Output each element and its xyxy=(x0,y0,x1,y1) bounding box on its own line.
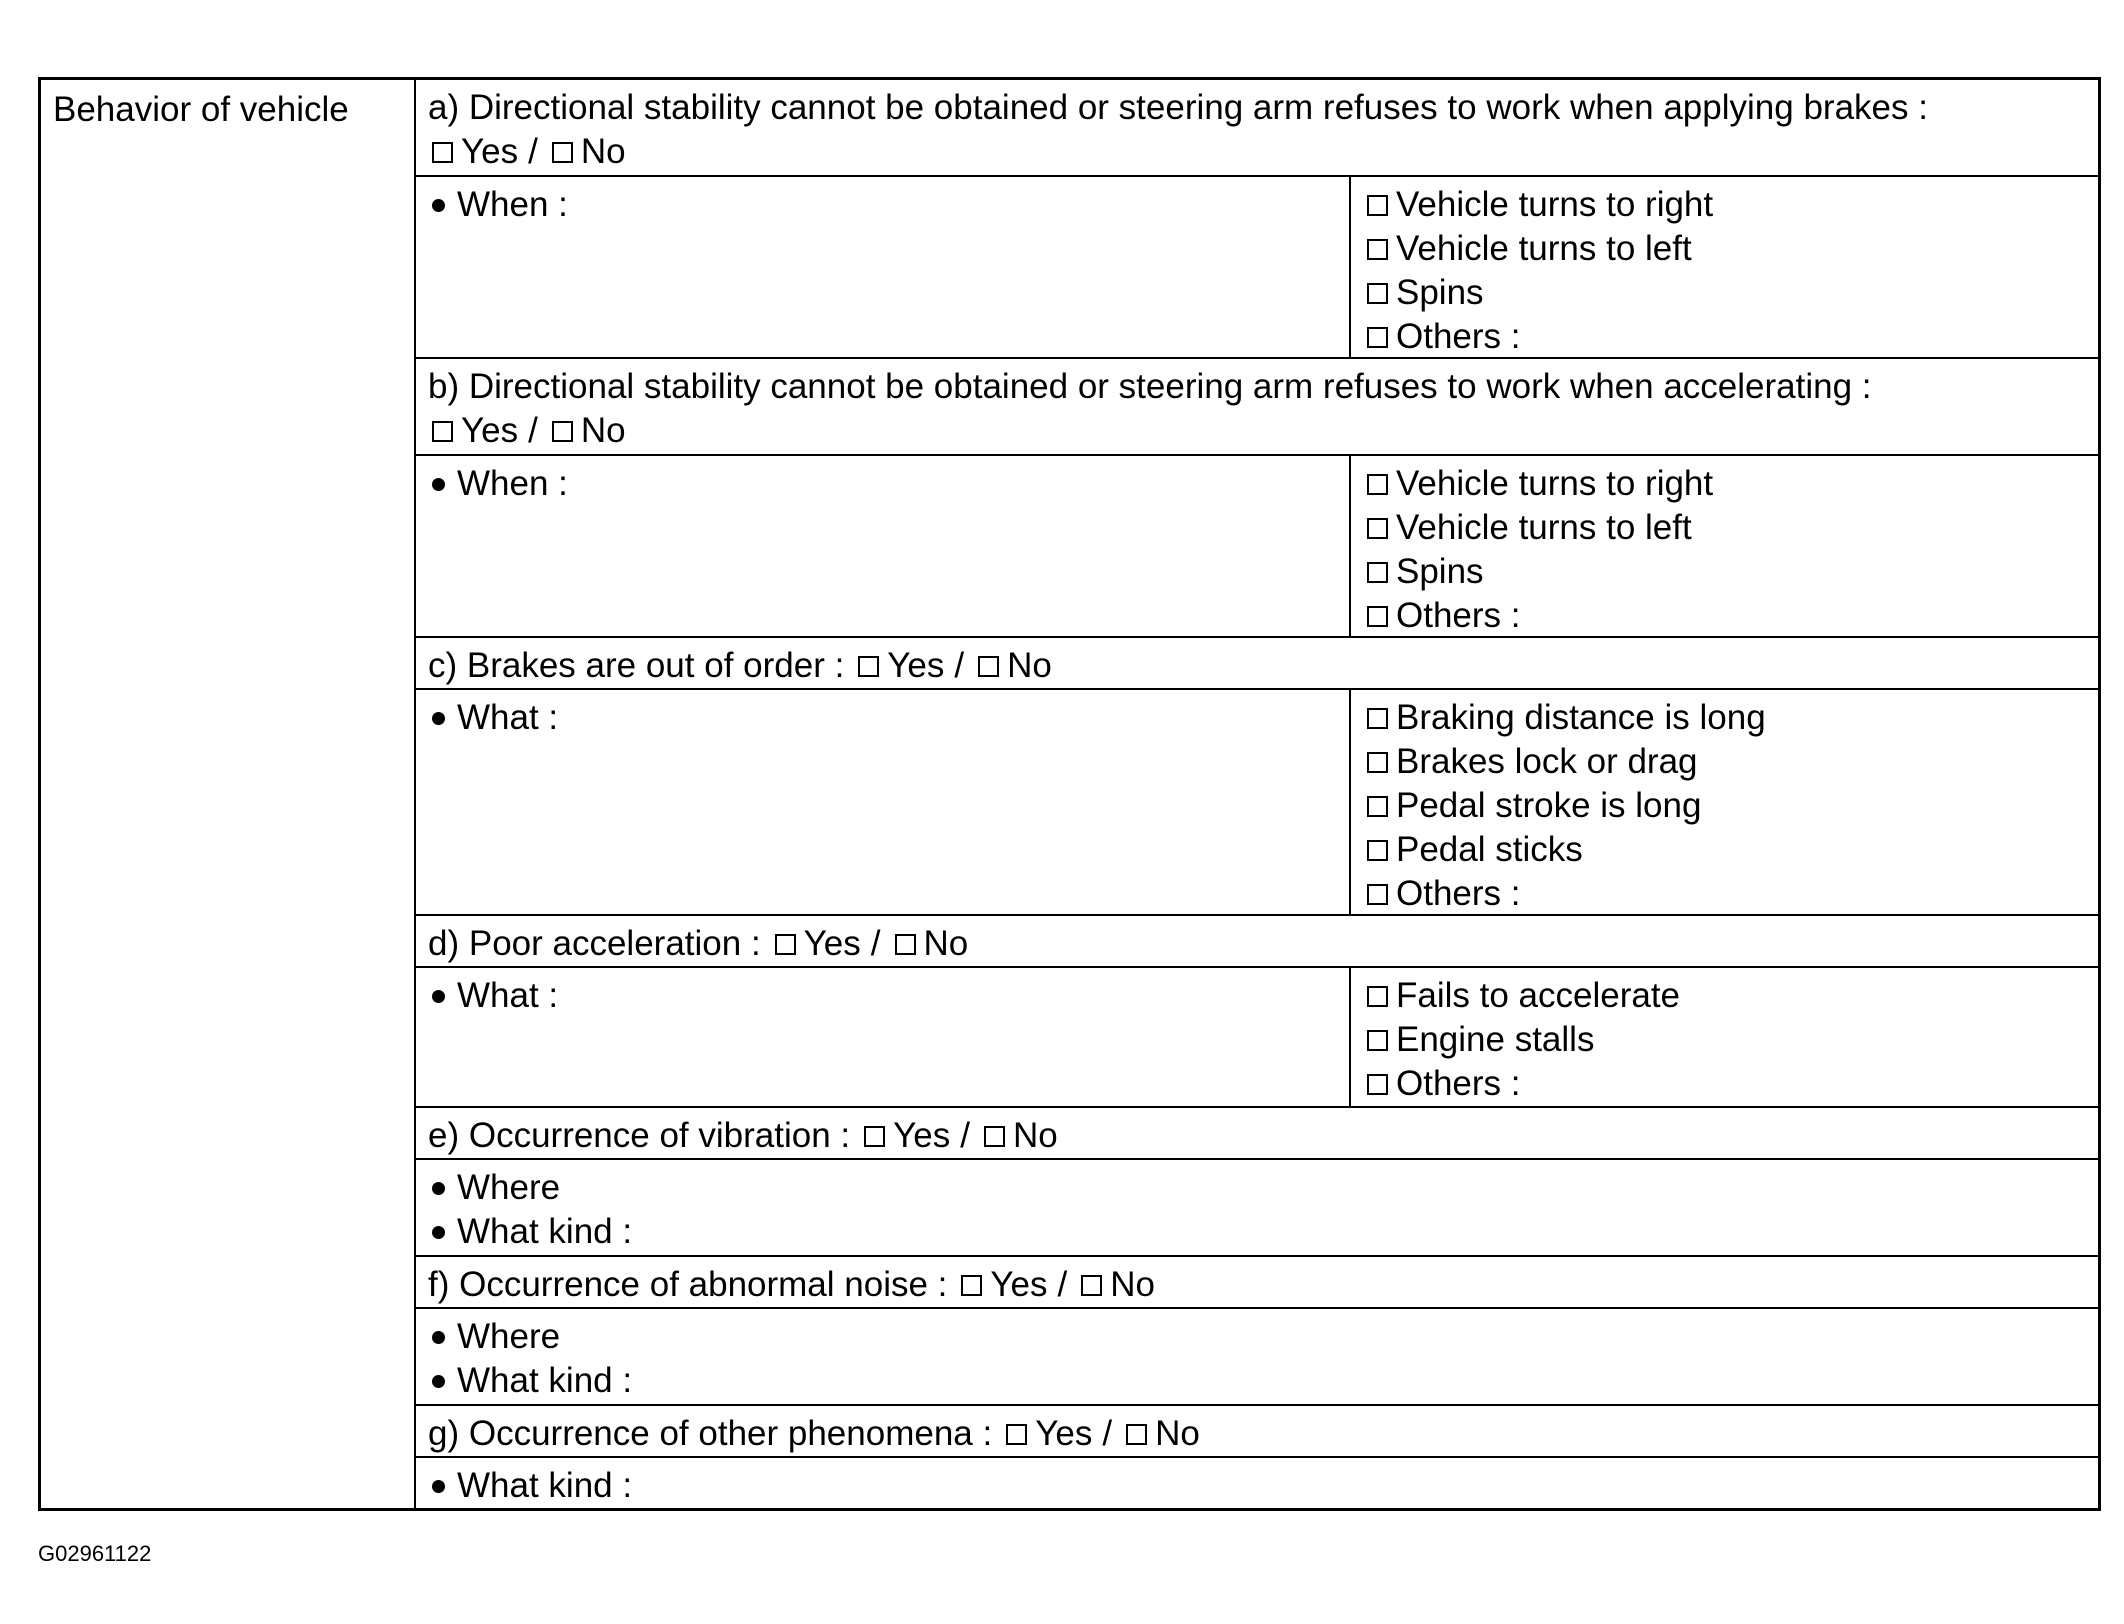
option-item xyxy=(1363,183,2086,227)
yes-label: Yes xyxy=(803,924,861,963)
bullet-icon xyxy=(432,478,445,491)
separator: / xyxy=(870,924,881,963)
yes-checkbox[interactable] xyxy=(432,421,453,442)
yes-checkbox[interactable] xyxy=(432,142,453,163)
question-a-row xyxy=(416,80,2098,177)
behavior-of-vehicle-label: Behavior of vehicle xyxy=(53,90,349,129)
no-checkbox[interactable] xyxy=(552,421,573,442)
option-label: Vehicle turns to right xyxy=(1396,464,1714,503)
option-item xyxy=(1363,227,2086,271)
when-label: When : xyxy=(457,464,568,503)
option-label: Others : xyxy=(1396,874,1521,913)
what-kind-label: What kind : xyxy=(457,1212,633,1251)
no-label: No xyxy=(1110,1265,1155,1304)
row-label-cell xyxy=(41,80,416,1508)
question-e-row xyxy=(416,1108,2098,1160)
question-c-row xyxy=(416,638,2098,690)
yes-checkbox[interactable] xyxy=(961,1275,982,1296)
yes-label: Yes xyxy=(893,1116,951,1155)
option-label: Spins xyxy=(1396,552,1484,591)
no-label: No xyxy=(1007,646,1052,685)
question-e-detail-row xyxy=(416,1160,2098,1257)
bullet-icon xyxy=(432,1331,445,1344)
what-label: What : xyxy=(457,976,559,1015)
bullet-icon xyxy=(432,199,445,212)
yes-checkbox[interactable] xyxy=(864,1126,885,1147)
no-checkbox[interactable] xyxy=(1081,1275,1102,1296)
option-checkbox[interactable] xyxy=(1367,1030,1388,1051)
option-checkbox[interactable] xyxy=(1367,562,1388,583)
question-b-row xyxy=(416,359,2098,456)
what-label: What : xyxy=(457,698,559,737)
yes-label: Yes xyxy=(887,646,945,685)
option-item xyxy=(1363,974,2086,1018)
questions-column xyxy=(416,80,2098,1508)
question-d-text: d) Poor acceleration : xyxy=(428,924,761,963)
question-c-options-cell xyxy=(1351,690,2098,914)
option-checkbox[interactable] xyxy=(1367,796,1388,817)
yes-checkbox[interactable] xyxy=(858,656,879,677)
no-label: No xyxy=(580,132,626,171)
question-e-text: e) Occurrence of vibration : xyxy=(428,1116,851,1155)
bullet-icon xyxy=(432,712,445,725)
yes-label: Yes xyxy=(990,1265,1048,1304)
option-label: Others : xyxy=(1396,596,1521,635)
question-b-yes-no xyxy=(428,409,2086,453)
question-a-detail-row xyxy=(416,177,2098,359)
separator: / xyxy=(960,1116,970,1155)
option-checkbox[interactable] xyxy=(1367,708,1388,729)
question-a-text: a) Directional stability cannot be obtained or steering arm refuses to work when applying brakes : xyxy=(428,88,1928,127)
yes-checkbox[interactable] xyxy=(775,934,796,955)
bullet-icon xyxy=(432,1182,445,1195)
option-label: Others : xyxy=(1396,1064,1521,1103)
no-label: No xyxy=(923,924,969,963)
bullet-icon xyxy=(432,990,445,1003)
question-a-options-cell xyxy=(1351,177,2098,357)
where-label: Where xyxy=(457,1317,561,1356)
when-label: When : xyxy=(457,185,568,224)
bullet-icon xyxy=(432,1375,445,1388)
no-label: No xyxy=(580,411,626,450)
no-checkbox[interactable] xyxy=(984,1126,1005,1147)
option-label: Vehicle turns to right xyxy=(1396,185,1714,224)
question-g-row xyxy=(416,1406,2098,1458)
question-f-detail-row xyxy=(416,1309,2098,1406)
question-b-text: b) Directional stability cannot be obtained or steering arm refuses to work when accelerating : xyxy=(428,367,1872,406)
option-item xyxy=(1363,828,2086,872)
question-a-prompt-cell xyxy=(416,177,1351,357)
option-label: Braking distance is long xyxy=(1396,698,1766,737)
question-c-detail-row xyxy=(416,690,2098,916)
no-checkbox[interactable] xyxy=(1126,1424,1147,1445)
option-checkbox[interactable] xyxy=(1367,327,1388,348)
option-item xyxy=(1363,594,2086,638)
option-checkbox[interactable] xyxy=(1367,986,1388,1007)
no-checkbox[interactable] xyxy=(978,656,999,677)
option-checkbox[interactable] xyxy=(1367,840,1388,861)
question-b-detail-row xyxy=(416,456,2098,638)
option-item xyxy=(1363,696,2086,740)
separator: / xyxy=(1057,1265,1068,1304)
separator: / xyxy=(528,132,538,171)
option-label: Engine stalls xyxy=(1396,1020,1595,1059)
separator: / xyxy=(954,646,965,685)
option-item xyxy=(1363,872,2086,916)
bullet-icon xyxy=(432,1480,445,1493)
option-label: Vehicle turns to left xyxy=(1396,508,1692,547)
option-checkbox[interactable] xyxy=(1367,518,1388,539)
option-checkbox[interactable] xyxy=(1367,1074,1388,1095)
question-g-detail-row xyxy=(416,1458,2098,1508)
question-f-text: f) Occurrence of abnormal noise : xyxy=(428,1265,948,1304)
question-b-prompt-cell xyxy=(416,456,1351,636)
question-b-options-cell xyxy=(1351,456,2098,636)
question-d-row xyxy=(416,916,2098,968)
question-c-text: c) Brakes are out of order : xyxy=(428,646,845,685)
option-label: Pedal stroke is long xyxy=(1396,786,1702,825)
question-d-options-cell xyxy=(1351,968,2098,1106)
no-label: No xyxy=(1012,1116,1058,1155)
question-g-text: g) Occurrence of other phenomena : xyxy=(428,1414,993,1453)
option-checkbox[interactable] xyxy=(1367,884,1388,905)
separator: / xyxy=(1102,1414,1113,1453)
yes-label: Yes xyxy=(461,132,519,171)
option-checkbox[interactable] xyxy=(1367,195,1388,216)
option-label: Brakes lock or drag xyxy=(1396,742,1698,781)
option-label: Spins xyxy=(1396,273,1484,312)
option-checkbox[interactable] xyxy=(1367,239,1388,260)
option-checkbox[interactable] xyxy=(1367,474,1388,495)
option-label: Vehicle turns to left xyxy=(1396,229,1692,268)
yes-label: Yes xyxy=(461,411,519,450)
yes-checkbox[interactable] xyxy=(1006,1424,1027,1445)
option-checkbox[interactable] xyxy=(1367,606,1388,627)
question-c-prompt-cell xyxy=(416,690,1351,914)
option-checkbox[interactable] xyxy=(1367,752,1388,773)
question-d-detail-row xyxy=(416,968,2098,1108)
question-f-row xyxy=(416,1257,2098,1309)
no-label: No xyxy=(1155,1414,1200,1453)
option-item xyxy=(1363,506,2086,550)
yes-label: Yes xyxy=(1035,1414,1093,1453)
question-d-prompt-cell xyxy=(416,968,1351,1106)
option-item xyxy=(1363,1062,2086,1106)
option-item xyxy=(1363,1018,2086,1062)
option-label: Others : xyxy=(1396,317,1521,356)
option-label: Pedal sticks xyxy=(1396,830,1583,869)
bullet-icon xyxy=(432,1226,445,1239)
separator: / xyxy=(528,411,538,450)
option-item xyxy=(1363,740,2086,784)
option-item xyxy=(1363,550,2086,594)
no-checkbox[interactable] xyxy=(895,934,916,955)
what-kind-label: What kind : xyxy=(457,1361,633,1400)
option-item xyxy=(1363,462,2086,506)
option-item xyxy=(1363,271,2086,315)
vehicle-behavior-form xyxy=(38,77,2101,1511)
option-item xyxy=(1363,315,2086,359)
option-checkbox[interactable] xyxy=(1367,283,1388,304)
option-item xyxy=(1363,784,2086,828)
what-kind-label: What kind : xyxy=(457,1466,633,1505)
figure-code: G02961122 xyxy=(38,1541,152,1566)
no-checkbox[interactable] xyxy=(552,142,573,163)
question-a-yes-no xyxy=(428,130,2086,174)
where-label: Where xyxy=(457,1168,561,1207)
option-label: Fails to accelerate xyxy=(1396,976,1681,1015)
